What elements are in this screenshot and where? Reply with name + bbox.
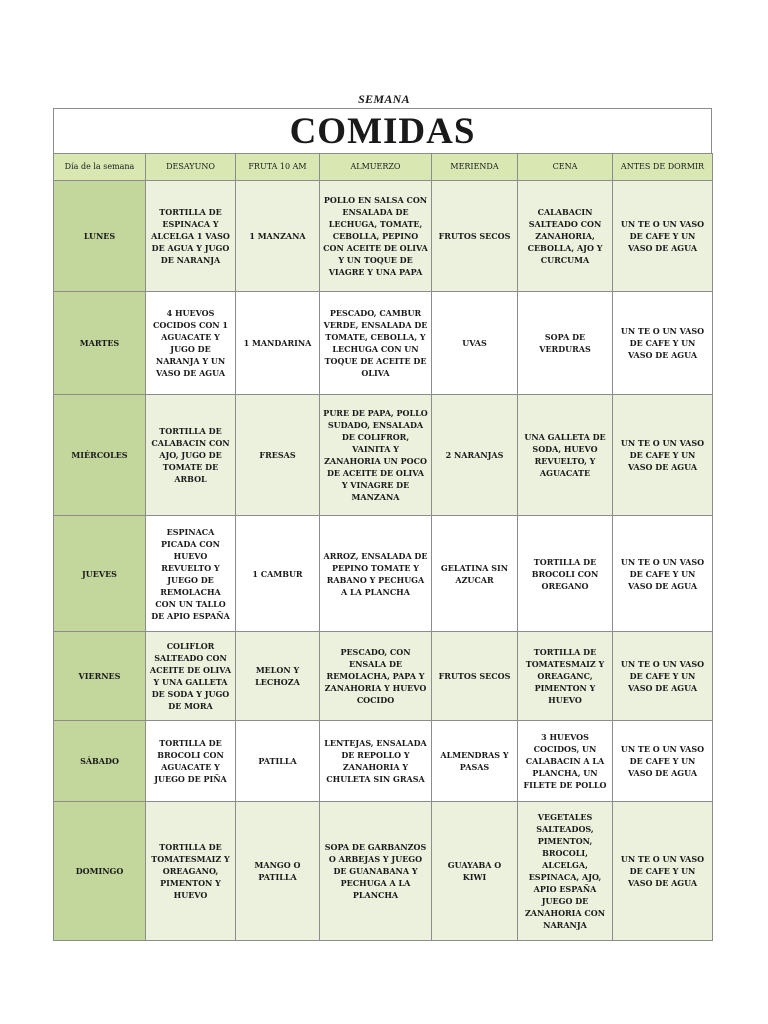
day-cell: SÁBADO — [54, 721, 146, 802]
header-cena: CENA — [518, 154, 613, 181]
desayuno-cell: TORTILLA DE BROCOLI CON AGUACATE Y JUEGO DE PIÑA — [146, 721, 236, 802]
header-desayuno: DESAYUNO — [146, 154, 236, 181]
table-row — [54, 181, 713, 292]
almuerzo-cell: PURE DE PAPA, POLLO SUDADO, ENSALADA DE COLIFROR, VAINITA Y ZANAHORIA UN POCO DE ACEITE DE OLIVA Y VINAGRE DE MANZANA — [320, 395, 432, 516]
header-antes-de-dormir: ANTES DE DORMIR — [613, 154, 713, 181]
meal-table — [53, 153, 713, 941]
almuerzo-cell: LENTEJAS, ENSALADA DE REPOLLO Y ZANAHORIA Y CHULETA SIN GRASA — [320, 721, 432, 802]
header-day: Día de la semana — [54, 154, 146, 181]
antes-cell: UN TE O UN VASO DE CAFE Y UN VASO DE AGUA — [613, 802, 713, 941]
almuerzo-cell: PESCADO, CAMBUR VERDE, ENSALADA DE TOMATE, CEBOLLA, Y LECHUGA CON UN TOQUE DE ACEITE DE OLIVA — [320, 292, 432, 395]
header-row — [54, 154, 713, 181]
merienda-cell: FRUTOS SECOS — [432, 181, 518, 292]
antes-cell: UN TE O UN VASO DE CAFE Y UN VASO DE AGUA — [613, 181, 713, 292]
meal-plan-sheet — [53, 108, 712, 941]
desayuno-cell: 4 HUEVOS COCIDOS CON 1 AGUACATE Y JUGO DE NARANJA Y UN VASO DE AGUA — [146, 292, 236, 395]
table-row — [54, 632, 713, 721]
table-row — [54, 802, 713, 941]
table-row — [54, 516, 713, 632]
table-row — [54, 395, 713, 516]
merienda-cell: 2 NARANJAS — [432, 395, 518, 516]
fruta-cell: PATILLA — [236, 721, 320, 802]
fruta-cell: MELON Y LECHOZA — [236, 632, 320, 721]
table-row — [54, 292, 713, 395]
almuerzo-cell: SOPA DE GARBANZOS O ARBEJAS Y JUEGO DE GUANABANA Y PECHUGA A LA PLANCHA — [320, 802, 432, 941]
merienda-cell: ALMENDRAS Y PASAS — [432, 721, 518, 802]
almuerzo-cell: POLLO EN SALSA CON ENSALADA DE LECHUGA, TOMATE, CEBOLLA, PEPINO CON ACEITE DE OLIVA Y UN TOQUE DE VIAGRE Y UNA PAPA — [320, 181, 432, 292]
header-merienda: MERIENDA — [432, 154, 518, 181]
antes-cell: UN TE O UN VASO DE CAFE Y UN VASO DE AGUA — [613, 632, 713, 721]
cena-cell: CALABACIN SALTEADO CON ZANAHORIA, CEBOLLA, AJO Y CURCUMA — [518, 181, 613, 292]
fruta-cell: 1 CAMBUR — [236, 516, 320, 632]
cena-cell: TORTILLA DE TOMATESMAIZ Y OREAGANC, PIMENTON Y HUEVO — [518, 632, 613, 721]
cena-cell: SOPA DE VERDURAS — [518, 292, 613, 395]
header-almuerzo: ALMUERZO — [320, 154, 432, 181]
desayuno-cell: TORTILLA DE ESPINACA Y ALCELGA 1 VASO DE AGUA Y JUGO DE NARANJA — [146, 181, 236, 292]
desayuno-cell: COLIFLOR SALTEADO CON ACEITE DE OLIVA Y UNA GALLETA DE SODA Y JUGO DE MORA — [146, 632, 236, 721]
day-cell: JUEVES — [54, 516, 146, 632]
merienda-cell: GUAYABA O KIWI — [432, 802, 518, 941]
day-cell: LUNES — [54, 181, 146, 292]
day-cell: VIERNES — [54, 632, 146, 721]
antes-cell: UN TE O UN VASO DE CAFE Y UN VASO DE AGUA — [613, 721, 713, 802]
desayuno-cell: TORTILLA DE TOMATESMAIZ Y OREAGANO, PIMENTON Y HUEVO — [146, 802, 236, 941]
subtitle: SEMANA — [358, 92, 410, 106]
fruta-cell: 1 MANZANA — [236, 181, 320, 292]
fruta-cell: MANGO O PATILLA — [236, 802, 320, 941]
cena-cell: TORTILLA DE BROCOLI CON OREGANO — [518, 516, 613, 632]
almuerzo-cell: ARROZ, ENSALADA DE PEPINO TOMATE Y RABANO Y PECHUGA A LA PLANCHA — [320, 516, 432, 632]
page-title: COMIDAS — [289, 110, 476, 152]
cena-cell: UNA GALLETA DE SODA, HUEVO REVUELTO, Y AGUACATE — [518, 395, 613, 516]
desayuno-cell: ESPINACA PICADA CON HUEVO REVUELTO Y JUEGO DE REMOLACHA CON UN TALLO DE APIO ESPAÑA — [146, 516, 236, 632]
merienda-cell: UVAS — [432, 292, 518, 395]
desayuno-cell: TORTILLA DE CALABACIN CON AJO, JUGO DE TOMATE DE ARBOL — [146, 395, 236, 516]
title-box — [53, 108, 712, 153]
antes-cell: UN TE O UN VASO DE CAFE Y UN VASO DE AGUA — [613, 516, 713, 632]
fruta-cell: 1 MANDARINA — [236, 292, 320, 395]
fruta-cell: FRESAS — [236, 395, 320, 516]
almuerzo-cell: PESCADO, CON ENSALA DE REMOLACHA, PAPA Y ZANAHORIA Y HUEVO COCIDO — [320, 632, 432, 721]
table-row — [54, 721, 713, 802]
merienda-cell: GELATINA SIN AZUCAR — [432, 516, 518, 632]
cena-cell: VEGETALES SALTEADOS, PIMENTON, BROCOLI, ALCELGA, ESPINACA, AJO, APIO ESPAÑA JUEGO DE ZANAHORIA CON NARANJA — [518, 802, 613, 941]
merienda-cell: FRUTOS SECOS — [432, 632, 518, 721]
day-cell: DOMINGO — [54, 802, 146, 941]
cena-cell: 3 HUEVOS COCIDOS, UN CALABACIN A LA PLANCHA, UN FILETE DE POLLO — [518, 721, 613, 802]
antes-cell: UN TE O UN VASO DE CAFE Y UN VASO DE AGUA — [613, 292, 713, 395]
antes-cell: UN TE O UN VASO DE CAFE Y UN VASO DE AGUA — [613, 395, 713, 516]
header-fruta: FRUTA 10 AM — [236, 154, 320, 181]
day-cell: MARTES — [54, 292, 146, 395]
day-cell: MIÉRCOLES — [54, 395, 146, 516]
